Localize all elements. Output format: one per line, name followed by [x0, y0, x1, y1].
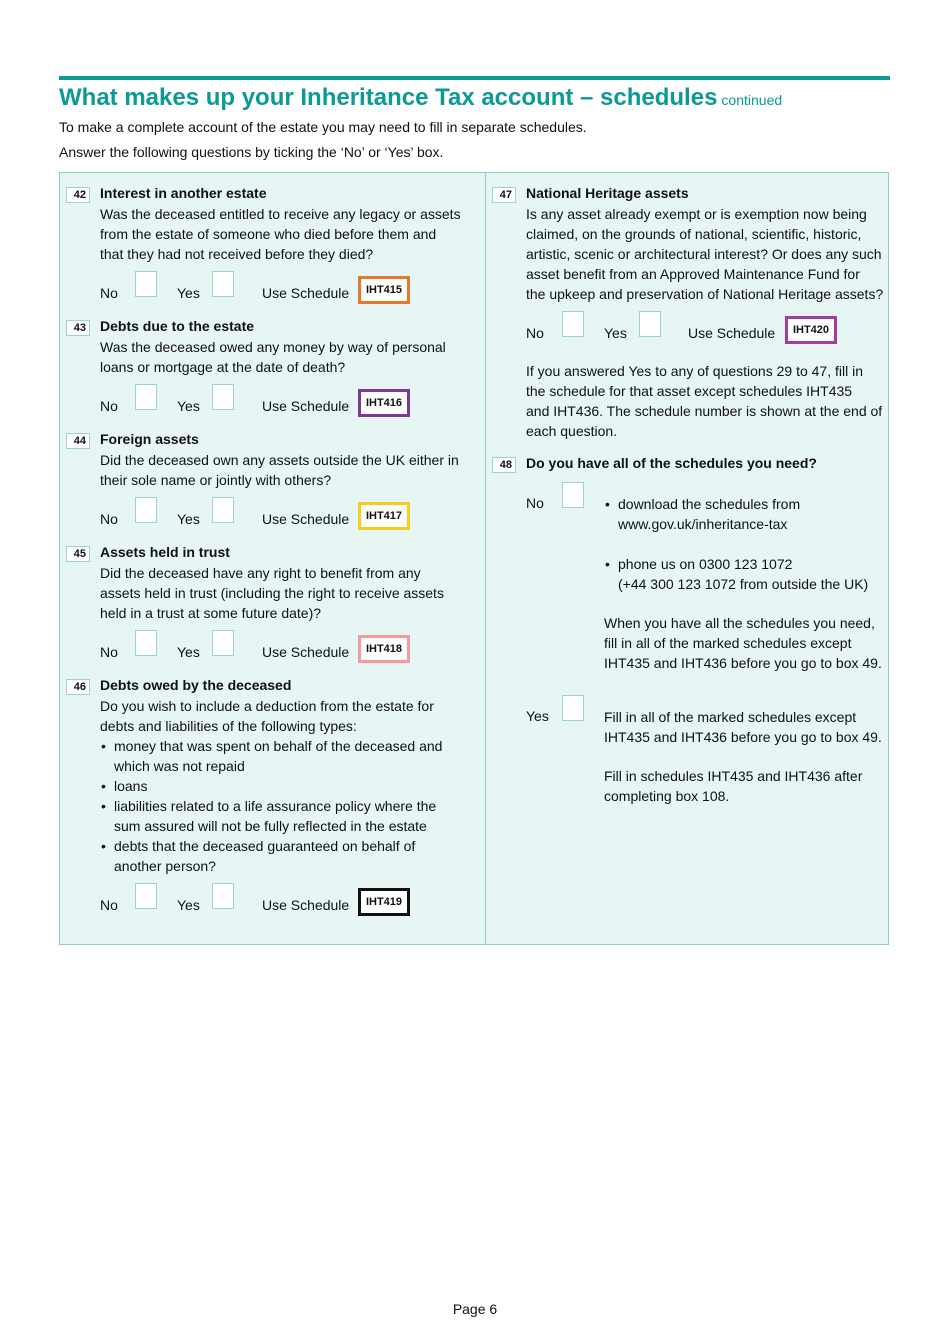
- q48-no-bullet-2: [604, 554, 868, 594]
- question-number-46: 46: [66, 679, 90, 695]
- schedule-badge-iht418: IHT418: [358, 635, 410, 663]
- q48-no-bullet-1: [604, 494, 800, 534]
- q44-no-checkbox[interactable]: [135, 497, 157, 523]
- question-text-45: Did the deceased have any right to benefit from any assets held in trust (including the right to receive assets held in a trust at some future date)?: [100, 565, 444, 621]
- q45-no-checkbox[interactable]: [135, 630, 157, 656]
- question-text-47: Is any asset already exempt or is exemption now being claimed, on the grounds of national, scientific, historic, artistic, scenic or architectural interest? Or does any such asset benefit from an Approved Maintenance Fund for the upkeep and preservation of National Heritage assets?: [526, 206, 884, 302]
- question-number-45: 45: [66, 546, 90, 562]
- question-title-48: Do you have all of the schedules you need?: [526, 455, 817, 471]
- question-text-46: Do you wish to include a deduction from the estate for debts and liabilities of the following types:: [100, 698, 434, 734]
- question-title-45: Assets held in trust: [100, 544, 230, 560]
- q47-yes-label: Yes: [604, 325, 627, 341]
- question-title-44: Foreign assets: [100, 431, 199, 447]
- list-item: • debts that the deceased guaranteed on behalf of another person?: [100, 836, 442, 876]
- question-title-47: National Heritage assets: [526, 185, 689, 201]
- q42-yes-label: Yes: [177, 285, 200, 301]
- q46-no-checkbox[interactable]: [135, 883, 157, 909]
- q47-use-schedule-label: Use Schedule: [688, 325, 776, 341]
- q43-yes-checkbox[interactable]: [212, 384, 234, 410]
- q42-yes-checkbox[interactable]: [212, 271, 234, 297]
- q42-no-checkbox[interactable]: [135, 271, 157, 297]
- question-number-47: 47: [492, 187, 516, 203]
- question-title-43: Debts due to the estate: [100, 318, 255, 334]
- q44-use-schedule-label: Use Schedule: [262, 511, 350, 527]
- list-item: • phone us on 0300 123 1072 (+44 300 123 1072 from outside the UK): [604, 554, 868, 594]
- q46-no-label: No: [100, 897, 118, 913]
- question-number-43: 43: [66, 320, 90, 336]
- q48-yes-label: Yes: [526, 708, 549, 724]
- q45-yes-label: Yes: [177, 644, 200, 660]
- continued-label: continued: [721, 92, 783, 108]
- q44-yes-checkbox[interactable]: [212, 497, 234, 523]
- q48-yes-text: Fill in all of the marked schedules except IHT435 and IHT436 before you go to box 49.: [604, 709, 882, 745]
- page-title: What makes up your Inheritance Tax account – schedules continued: [59, 84, 783, 111]
- question-number-44: 44: [66, 433, 90, 449]
- q45-yes-checkbox[interactable]: [212, 630, 234, 656]
- q42-no-label: No: [100, 285, 118, 301]
- q43-yes-label: Yes: [177, 398, 200, 414]
- q47-yes-checkbox[interactable]: [639, 311, 661, 337]
- q46-use-schedule-label: Use Schedule: [262, 897, 350, 913]
- schedule-badge-iht416: IHT416: [358, 389, 410, 417]
- q46-yes-label: Yes: [177, 897, 200, 913]
- schedule-badge-iht417: IHT417: [358, 502, 410, 530]
- q45-no-label: No: [100, 644, 118, 660]
- q44-yes-label: Yes: [177, 511, 200, 527]
- q47-note: If you answered Yes to any of questions 29 to 47, fill in the schedule for that asset except schedules IHT435 and IHT436. The schedule number is shown at the end of each question.: [526, 363, 883, 439]
- list-item: • loans: [100, 776, 442, 796]
- intro-text-2: Answer the following questions by ticking the ‘No’ or ‘Yes’ box.: [59, 144, 444, 160]
- question-title-46: Debts owed by the deceased: [100, 677, 292, 693]
- question-text-43: Was the deceased owed any money by way of personal loans or mortgage at the date of death?: [100, 339, 446, 375]
- schedule-badge-iht419: IHT419: [358, 888, 410, 916]
- q48-no-checkbox[interactable]: [562, 482, 584, 508]
- question-number-48: 48: [492, 457, 516, 473]
- q48-no-text: When you have all the schedules you need, fill in all of the marked schedules except IHT435 and IHT436 before you go to box 49.: [604, 615, 882, 671]
- list-item: • money that was spent on behalf of the deceased and which was not repaid: [100, 736, 442, 776]
- q46-bullet-list: [100, 736, 442, 876]
- q43-no-label: No: [100, 398, 118, 414]
- q46-yes-checkbox[interactable]: [212, 883, 234, 909]
- q45-use-schedule-label: Use Schedule: [262, 644, 350, 660]
- q43-no-checkbox[interactable]: [135, 384, 157, 410]
- q48-yes-checkbox[interactable]: [562, 695, 584, 721]
- list-item: • download the schedules from www.gov.uk/inheritance-tax: [604, 494, 800, 534]
- page-number: Page 6: [452, 1301, 498, 1317]
- header-rule: [59, 76, 890, 80]
- q44-no-label: No: [100, 511, 118, 527]
- q47-no-checkbox[interactable]: [562, 311, 584, 337]
- q47-no-label: No: [526, 325, 544, 341]
- column-divider: [485, 172, 486, 945]
- q48-yes-text-2: Fill in schedules IHT435 and IHT436 after completing box 108.: [604, 768, 863, 804]
- question-title-42: Interest in another estate: [100, 185, 267, 201]
- question-text-42: Was the deceased entitled to receive any legacy or assets from the estate of someone who died before them and that they had not received before they died?: [100, 206, 461, 262]
- q43-use-schedule-label: Use Schedule: [262, 398, 350, 414]
- question-number-42: 42: [66, 187, 90, 203]
- intro-text-1: To make a complete account of the estate you may need to fill in separate schedules.: [59, 119, 587, 135]
- schedule-badge-iht415: IHT415: [358, 276, 410, 304]
- question-text-44: Did the deceased own any assets outside the UK either in their sole name or jointly with others?: [100, 452, 459, 488]
- q48-no-label: No: [526, 495, 544, 511]
- list-item: • liabilities related to a life assurance policy where the sum assured will not be fully reflected in the estate: [100, 796, 442, 836]
- q42-use-schedule-label: Use Schedule: [262, 285, 350, 301]
- schedule-badge-iht420: IHT420: [785, 316, 837, 344]
